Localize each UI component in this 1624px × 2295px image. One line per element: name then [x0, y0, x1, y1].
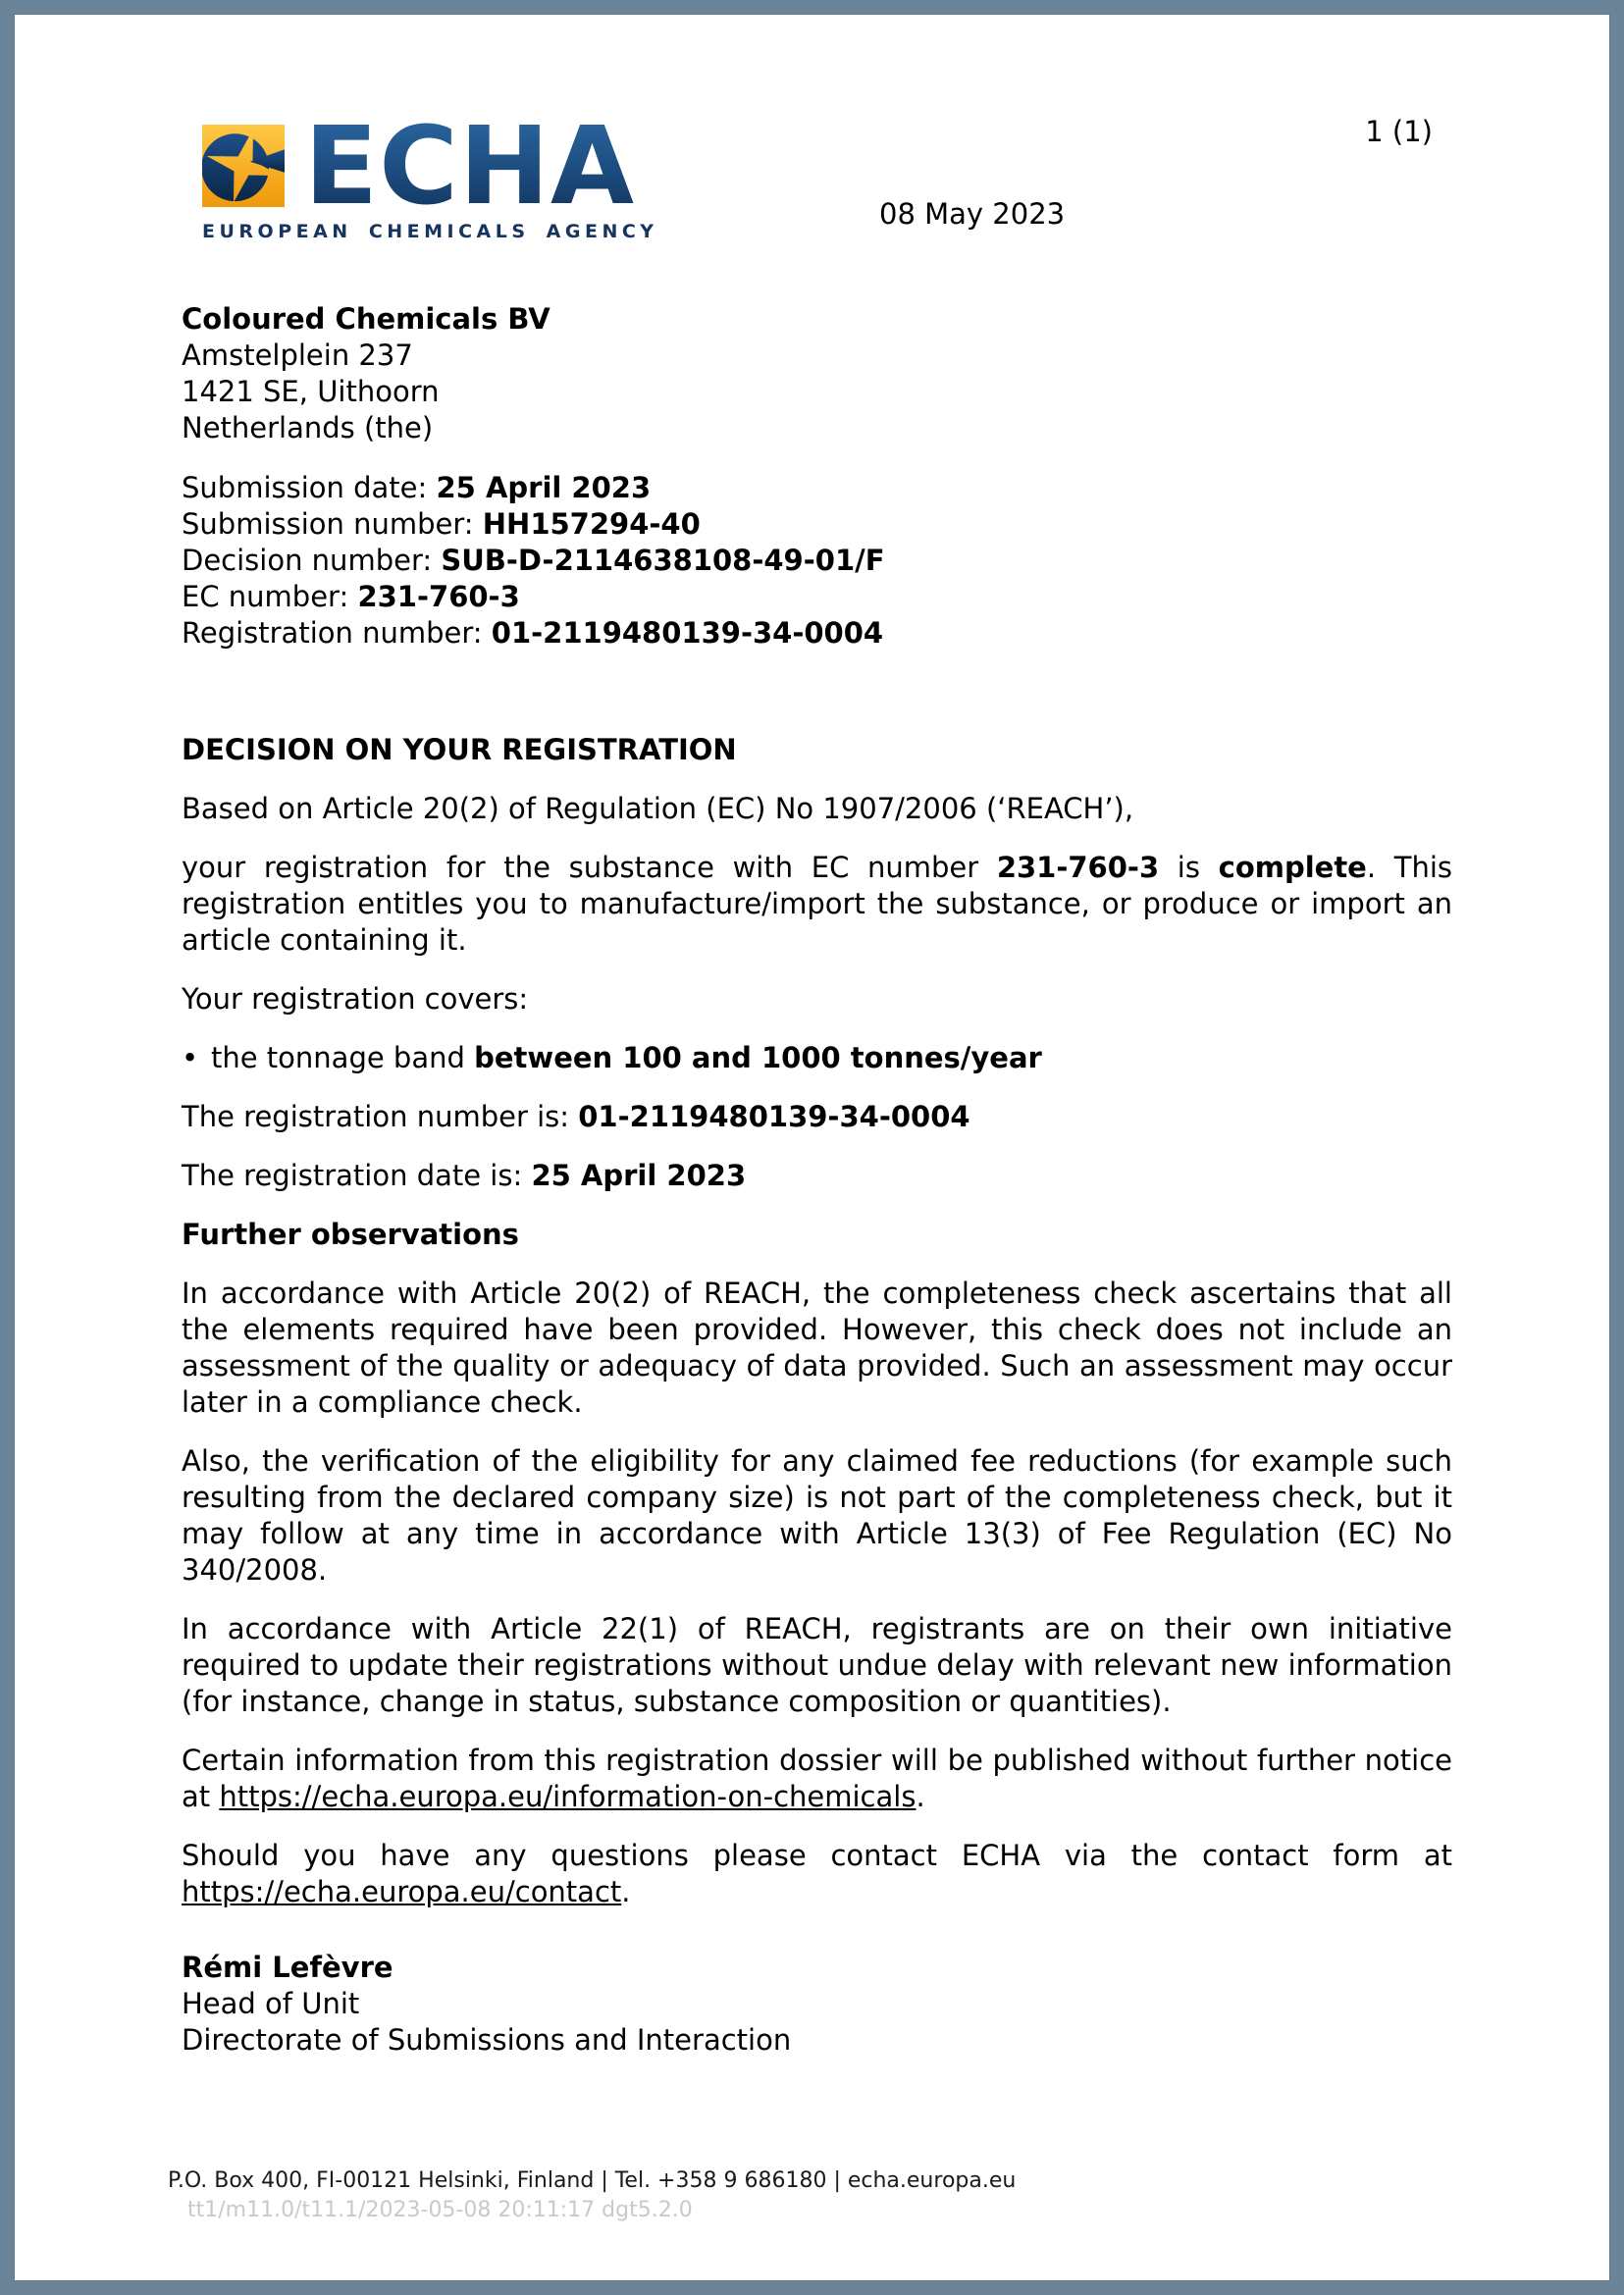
registration-number-value: 01-2119480139-34-0004: [491, 616, 884, 650]
footer-contact-line: P.O. Box 400, FI-00121 Helsinki, Finland | Tel. +358 9 686180 | echa.europa.eu: [168, 2168, 1017, 2193]
information-on-chemicals-link[interactable]: https://echa.europa.eu/information-on-chemicals: [219, 1780, 917, 1813]
based-on-paragraph: Based on Article 20(2) of Regulation (EC) No 1907/2006 (‘REACH’),: [182, 792, 1134, 825]
fee-verification-paragraph: Also, the verification of the eligibility for any claimed fee reductions (for example such resulting from the declared company size) is not part of the completeness check, but it may follow at any time in accordance with Article 13(3) of Fee Regulation (EC) No 340/2008.: [182, 1444, 1452, 1587]
echa-logo: [202, 103, 663, 242]
recipient-address-block: [182, 301, 1452, 446]
registration-number-label: Registration number:: [182, 616, 492, 650]
ec-number-row: [182, 579, 1452, 615]
update-obligation-paragraph: In accordance with Article 22(1) of REACH, registrants are on their own initiative required to update their registrations without undue delay with relevant new information (for instance, change in status, substance composition or quantities).: [182, 1612, 1452, 1718]
submission-number-value: HH157294-40: [482, 507, 701, 541]
footer-technical-line: tt1/m11.0/t11.1/2023-05-08 20:11:17 dgt5.2.0: [187, 2198, 693, 2222]
submission-number-label: Submission number:: [182, 507, 483, 541]
submission-date-label: Submission date:: [182, 471, 437, 504]
submission-date-value: 25 April 2023: [436, 471, 652, 504]
contact-paragraph-pre: Should you have any questions please contact ECHA via the contact form at: [182, 1839, 1452, 1872]
contact-paragraph: [182, 1838, 1452, 1910]
registration-complete-paragraph: [182, 850, 1452, 959]
signatory-title: Head of Unit: [182, 1987, 360, 2020]
registration-date-line-label: The registration date is:: [182, 1159, 532, 1192]
ec-number-label: EC number:: [182, 580, 358, 613]
registration-covers-label: Your registration covers:: [182, 982, 529, 1016]
complete-paragraph-pre: your registration for the substance with EC number: [182, 851, 997, 884]
letter-header: [182, 15, 1452, 280]
recipient-street: Amstelplein 237: [182, 339, 413, 372]
echa-wordmark-text: ECHA: [304, 103, 636, 229]
submission-meta-block: [182, 470, 1452, 652]
signatory-name: Rémi Lefèvre: [182, 1951, 393, 1984]
ec-number-value: 231-760-3: [357, 580, 520, 613]
registration-date-line-value: 25 April 2023: [531, 1159, 747, 1192]
registration-number-line-label: The registration number is:: [182, 1100, 579, 1133]
recipient-name: Coloured Chemicals BV: [182, 302, 550, 336]
document-page: [14, 14, 1610, 2281]
document-date: 08 May 2023: [879, 197, 1066, 231]
signature-block: [182, 1950, 1452, 2059]
decision-number-row: [182, 543, 1452, 579]
submission-date-row: [182, 470, 1452, 506]
logo-row: [202, 103, 663, 229]
registration-number-line: [182, 1099, 1452, 1135]
publication-paragraph: [182, 1743, 1452, 1815]
registration-date-line: [182, 1158, 1452, 1194]
page-number: 1 (1): [1365, 115, 1433, 148]
registration-number-line-value: 01-2119480139-34-0004: [578, 1100, 970, 1133]
letter-footer: [168, 2166, 1016, 2225]
publication-paragraph-post: .: [916, 1780, 925, 1813]
submission-number-row: [182, 506, 1452, 543]
decision-number-value: SUB-D-2114638108-49-01/F: [441, 544, 885, 577]
complete-paragraph-post: . This registration entitles you to manufacture/import the substance, or produce or import an article containing it.: [182, 851, 1452, 957]
tonnage-band-bullet: [182, 1040, 1452, 1076]
recipient-country: Netherlands (the): [182, 411, 434, 444]
bullet-icon: •: [182, 1041, 199, 1074]
echa-wordmark: [304, 103, 638, 229]
recipient-city: 1421 SE, Uithoorn: [182, 375, 440, 408]
logo-tagline: EUROPEAN CHEMICALS AGENCY: [202, 221, 658, 242]
complete-paragraph-mid: is: [1159, 851, 1219, 884]
contact-form-link[interactable]: https://echa.europa.eu/contact: [182, 1875, 622, 1908]
registration-number-row: [182, 615, 1452, 652]
decision-heading: DECISION ON YOUR REGISTRATION: [182, 733, 737, 766]
echa-star-icon: [202, 125, 285, 207]
tonnage-bullet-pre: the tonnage band: [211, 1041, 475, 1074]
complete-paragraph-complete-word: complete: [1218, 851, 1367, 884]
complete-paragraph-ec-number: 231-760-3: [996, 851, 1160, 884]
publication-paragraph-pre: Certain information from this registration dossier will be published without further notice at: [182, 1744, 1452, 1813]
decision-number-label: Decision number:: [182, 544, 442, 577]
tonnage-bullet-bold: between 100 and 1000 tonnes/year: [474, 1041, 1042, 1074]
completeness-check-paragraph: In accordance with Article 20(2) of REACH, the completeness check ascertains that all the elements required have been provided. However, this check does not include an assessment of the quality or adequacy of data provided. Such an assessment may occur later in a compliance check.: [182, 1277, 1452, 1419]
further-observations-heading: Further observations: [182, 1218, 519, 1251]
contact-paragraph-post: .: [621, 1875, 631, 1908]
signatory-department: Directorate of Submissions and Interaction: [182, 2023, 792, 2057]
